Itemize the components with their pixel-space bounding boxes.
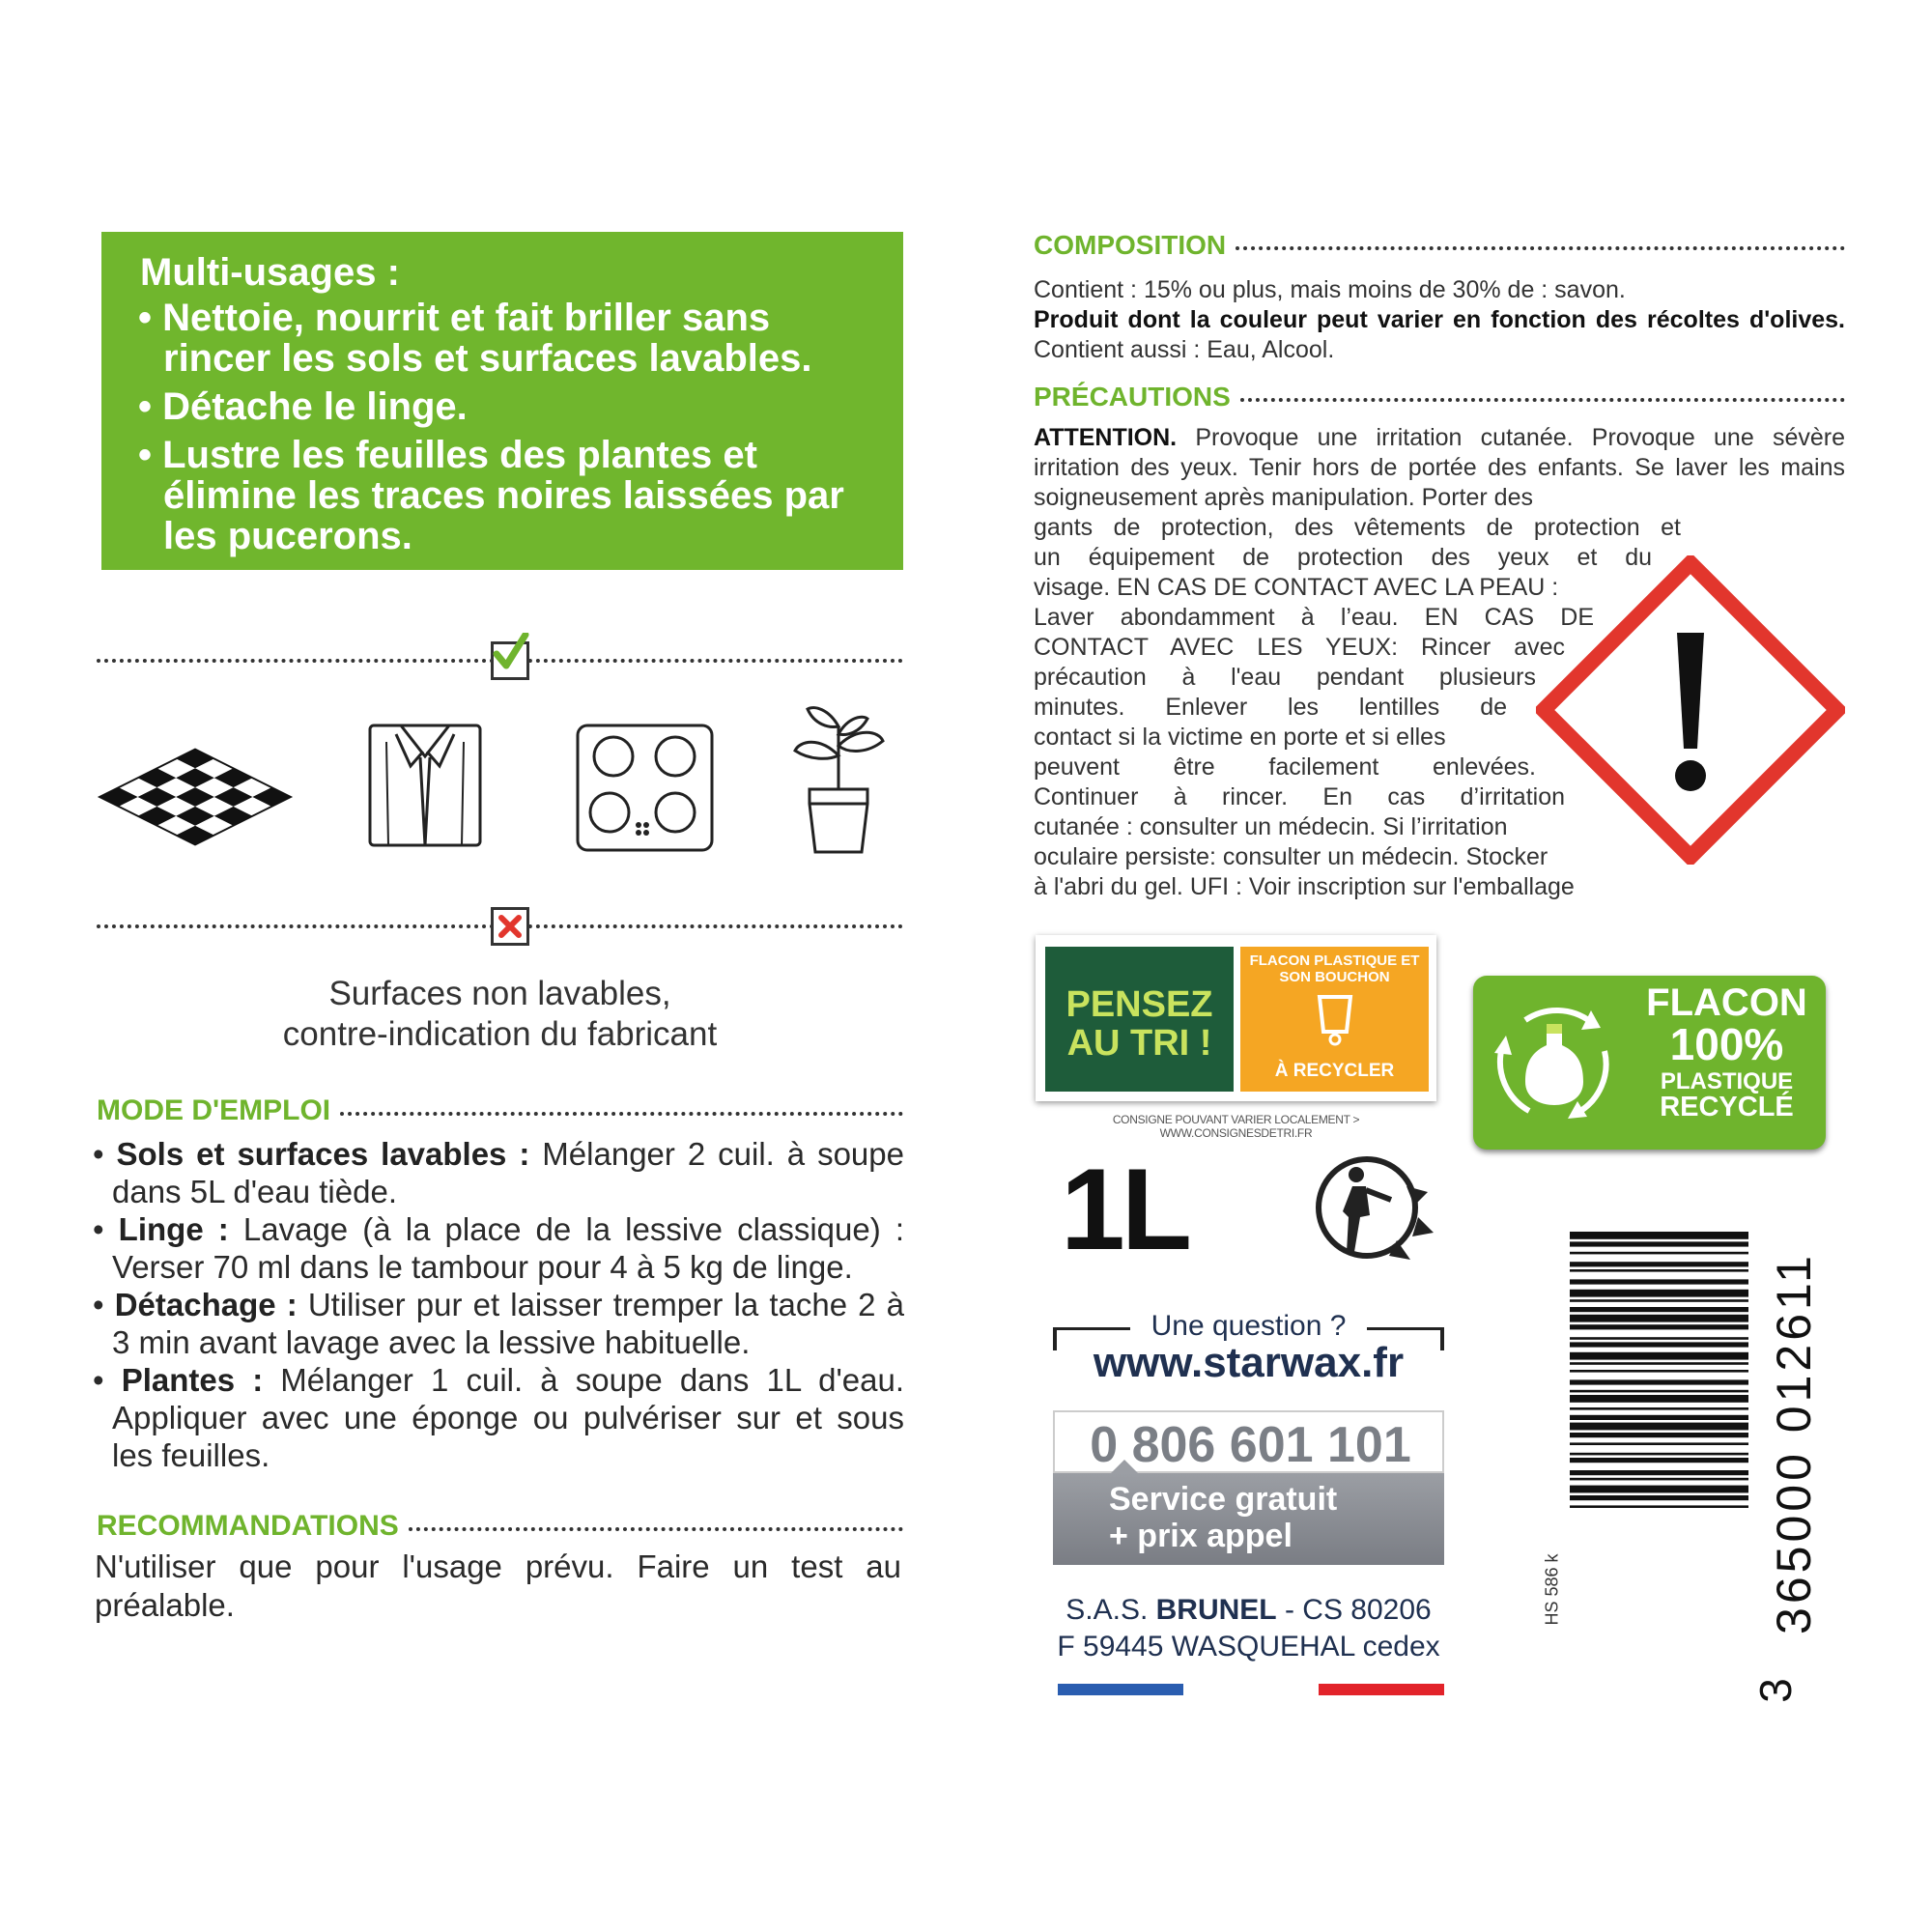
flag-blue-bar bbox=[1058, 1684, 1183, 1695]
mode-emploi-title: MODE D'EMPLOI bbox=[97, 1094, 340, 1127]
not-suitable-line2: contre-indication du fabricant bbox=[282, 1015, 718, 1053]
cross-icon bbox=[491, 907, 529, 946]
service-box bbox=[1053, 1473, 1444, 1565]
website-link[interactable]: www.starwax.fr bbox=[1093, 1339, 1405, 1386]
check-icon bbox=[491, 641, 529, 680]
barcode-bar bbox=[1570, 1352, 1748, 1360]
divider bbox=[1236, 246, 1845, 250]
precautions-line: minutes. Enlever les lentilles de bbox=[1034, 694, 1507, 721]
triman-icon bbox=[1314, 1148, 1439, 1273]
barcode-bar bbox=[1570, 1232, 1748, 1239]
barcode-bar bbox=[1570, 1379, 1748, 1384]
list-item: • Détache le linge. bbox=[138, 386, 882, 427]
recycled-bottle-badge bbox=[1473, 976, 1826, 1150]
question-label: Une question ? bbox=[1151, 1310, 1347, 1342]
divider bbox=[409, 1527, 903, 1531]
barcode-bar bbox=[1570, 1453, 1748, 1456]
list-item: • Linge : Lavage (à la place de la lessive classique) : Verser 70 ml dans le tambour pour 4 à 5 kg de linge. bbox=[93, 1211, 904, 1285]
volume-label: 1L bbox=[1061, 1145, 1189, 1274]
shirt-icon bbox=[367, 723, 483, 848]
barcode-bar bbox=[1570, 1279, 1748, 1284]
item-text: Lavage (à la place de la lessive classique) : Verser 70 ml dans le tambour pour 4 à 5 kg de linge. bbox=[112, 1211, 904, 1285]
barcode-bar bbox=[1570, 1241, 1748, 1246]
recommandations-header bbox=[97, 1510, 903, 1543]
composition-text bbox=[1034, 275, 1845, 365]
composition-line1: Contient : 15% ou plus, mais moins de 30% de : savon. bbox=[1034, 276, 1626, 303]
composition-rest: Contient aussi : Eau, Alcool. bbox=[1034, 336, 1335, 363]
barcode-bar bbox=[1570, 1307, 1748, 1312]
recommandations-text: N'utiliser que pour l'usage prévu. Faire un test au préalable. bbox=[95, 1548, 901, 1623]
precautions-line: CONTACT AVEC LES YEUX: Rincer avec bbox=[1034, 634, 1565, 661]
barcode-bars bbox=[1570, 1232, 1748, 1657]
mode-emploi-header bbox=[97, 1094, 903, 1127]
list-item: • Détachage : Utiliser pur et laisser tremper la tache 2 à 3 min avant lavage avec la lessive habituelle. bbox=[93, 1287, 904, 1360]
company-suffix: - CS 80206 bbox=[1276, 1594, 1432, 1626]
uses-box bbox=[101, 232, 903, 570]
recommandations-title: RECOMMANDATIONS bbox=[97, 1510, 409, 1543]
barcode-bar bbox=[1570, 1478, 1748, 1481]
barcode-bar bbox=[1570, 1342, 1748, 1347]
flacon-l3: PLASTIQUE bbox=[1660, 1068, 1794, 1094]
precautions-line: visage. EN CAS DE CONTACT AVEC LA PEAU : bbox=[1034, 574, 1559, 601]
list-item: • Sols et surfaces lavables : Mélanger 2 cuil. à soupe dans 5L d'eau tiède. bbox=[93, 1136, 904, 1209]
barcode-bar bbox=[1570, 1395, 1748, 1403]
precautions-line: peuvent être facilement enlevées. bbox=[1034, 753, 1536, 781]
composition-header bbox=[1034, 230, 1845, 261]
list-item: • Plantes : Mélanger 1 cuil. à soupe dans 1L d'eau. Appliquer avec une éponge ou pulvériser sur et sous les feuilles. bbox=[93, 1362, 904, 1473]
item-label: Sols et surfaces lavables : bbox=[116, 1136, 530, 1172]
recycle-bin-icon bbox=[1316, 993, 1354, 1047]
flacon-l2: 100% bbox=[1669, 1019, 1784, 1069]
barcode-bar bbox=[1570, 1442, 1748, 1445]
precautions-line: oculaire persiste: consulter un médecin. Stocker bbox=[1034, 843, 1548, 870]
list-item: • Nettoie, nourrit et fait briller sans rincer les sols et surfaces lavables. bbox=[138, 298, 882, 379]
company-name: BRUNEL bbox=[1155, 1594, 1277, 1626]
not-suitable-text bbox=[97, 974, 903, 1055]
precautions-header bbox=[1034, 382, 1845, 412]
recycle-bottle-icon bbox=[1487, 993, 1622, 1128]
barcode-bar bbox=[1570, 1269, 1748, 1272]
item-text: Mélanger 1 cuil. à soupe dans 1L d'eau. Appliquer avec une éponge ou pulvériser sur et sous les feuilles. bbox=[112, 1362, 904, 1473]
precautions-line: précaution à l'eau pendant plusieurs bbox=[1034, 664, 1536, 691]
company-block bbox=[1053, 1592, 1444, 1665]
barcode-bar bbox=[1570, 1486, 1748, 1493]
precautions-lead: ATTENTION. bbox=[1034, 424, 1178, 451]
list-item: • Lustre les feuilles des plantes et élimine les traces noires laissées par les pucerons. bbox=[138, 435, 882, 556]
recycled-badge-text bbox=[1633, 983, 1821, 1122]
pensez-au-tri-logo bbox=[1036, 935, 1436, 1101]
barcode-bar bbox=[1570, 1262, 1748, 1266]
precautions-title: PRÉCAUTIONS bbox=[1034, 382, 1240, 412]
divider bbox=[1240, 398, 1845, 402]
mode-emploi-list bbox=[93, 1135, 904, 1474]
item-label: Détachage : bbox=[114, 1287, 298, 1322]
flacon-l1: FLACON bbox=[1646, 981, 1807, 1024]
barcode-bar bbox=[1570, 1423, 1748, 1431]
barcode-first-digit: 3 bbox=[1749, 1678, 1801, 1703]
flacon-l4: RECYCLÉ bbox=[1660, 1092, 1794, 1122]
barcode-digits-wrap bbox=[1746, 1232, 1833, 1657]
cooktop-icon bbox=[575, 723, 715, 853]
flag-red-bar bbox=[1319, 1684, 1444, 1695]
item-text: Mélanger 2 cuil. à soupe dans 5L d'eau tiède. bbox=[112, 1136, 904, 1209]
service-text bbox=[1109, 1481, 1337, 1554]
plant-pot-icon bbox=[790, 697, 887, 857]
barcode bbox=[1542, 1232, 1831, 1703]
tri-note: CONSIGNE POUVANT VARIER LOCALEMENT > WWW.CONSIGNESDETRI.FR bbox=[1112, 1113, 1360, 1140]
tri-right-panel bbox=[1240, 947, 1429, 1092]
barcode-digits: 365000 012611 bbox=[1767, 1252, 1821, 1634]
item-text: Utiliser pur et laisser tremper la tache 2 à 3 min avant lavage avec la lessive habituelle. bbox=[112, 1287, 904, 1360]
barcode-bar bbox=[1570, 1407, 1748, 1410]
precautions-line: cutanée : consulter un médecin. Si l’irritation bbox=[1034, 813, 1508, 840]
barcode-bar bbox=[1570, 1505, 1748, 1508]
barcode-bar bbox=[1570, 1415, 1748, 1420]
service-line1: Service gratuit bbox=[1109, 1481, 1338, 1518]
tri-right-top: FLACON PLASTIQUE ET SON BOUCHON bbox=[1249, 952, 1420, 985]
barcode-bar bbox=[1570, 1337, 1748, 1340]
barcode-bar bbox=[1570, 1299, 1748, 1302]
barcode-bar bbox=[1570, 1290, 1748, 1297]
tri-left-panel bbox=[1045, 947, 1234, 1092]
hazard-exclamation-icon bbox=[1536, 555, 1845, 865]
barcode-bar bbox=[1570, 1315, 1748, 1322]
uses-title: Multi-usages : bbox=[140, 251, 400, 294]
divider bbox=[340, 1112, 903, 1116]
barcode-bar bbox=[1570, 1458, 1748, 1463]
uses-list bbox=[138, 298, 882, 564]
precautions-line: Continuer à rincer. En cas d’irritation bbox=[1034, 783, 1565, 810]
precautions-line: gants de protection, des vêtements de protection et bbox=[1034, 514, 1681, 541]
not-suitable-line1: Surfaces non lavables, bbox=[328, 975, 671, 1012]
precautions-line: Laver abondamment à l’eau. EN CAS DE bbox=[1034, 604, 1594, 631]
barcode-bar bbox=[1570, 1324, 1748, 1329]
tri-right-bottom: À RECYCLER bbox=[1274, 1061, 1395, 1081]
barcode-bar bbox=[1570, 1252, 1748, 1255]
barcode-bar bbox=[1570, 1433, 1748, 1437]
barcode-bar bbox=[1570, 1370, 1748, 1373]
batch-code: HS 586 k bbox=[1542, 1553, 1562, 1626]
tri-left-text: PENSEZ AU TRI ! bbox=[1065, 984, 1213, 1064]
composition-bold: Produit dont la couleur peut varier en fonction des récoltes d'olives. bbox=[1034, 306, 1845, 333]
precautions-line: contact si la victime en porte et si elles bbox=[1034, 724, 1446, 751]
company-prefix: S.A.S. bbox=[1065, 1594, 1156, 1626]
item-label: Plantes : bbox=[121, 1362, 264, 1398]
checkerboard-floor-icon bbox=[97, 744, 295, 850]
precautions-line: à l'abri du gel. UFI : Voir inscription sur l'emballage bbox=[1034, 873, 1575, 900]
precautions-line: Provoque une irritation cutanée. Provoque une sévère irritation des yeux. Tenir hors de portée des enfants. Se laver les mains soigneusement après manipulation. Porter des bbox=[1034, 424, 1845, 511]
item-label: Linge : bbox=[118, 1211, 229, 1247]
barcode-bar bbox=[1570, 1470, 1748, 1475]
composition-title: COMPOSITION bbox=[1034, 230, 1236, 261]
service-line2: + prix appel bbox=[1109, 1518, 1293, 1554]
barcode-bar bbox=[1570, 1362, 1748, 1365]
barcode-bar bbox=[1570, 1390, 1748, 1393]
precautions-line: un équipement de protection des yeux et du bbox=[1034, 544, 1652, 571]
precautions-text bbox=[1034, 423, 1845, 513]
company-address: F 59445 WASQUEHAL cedex bbox=[1057, 1631, 1440, 1662]
phone-number[interactable]: 0 806 601 101 bbox=[1090, 1417, 1411, 1473]
barcode-bar bbox=[1570, 1495, 1748, 1500]
